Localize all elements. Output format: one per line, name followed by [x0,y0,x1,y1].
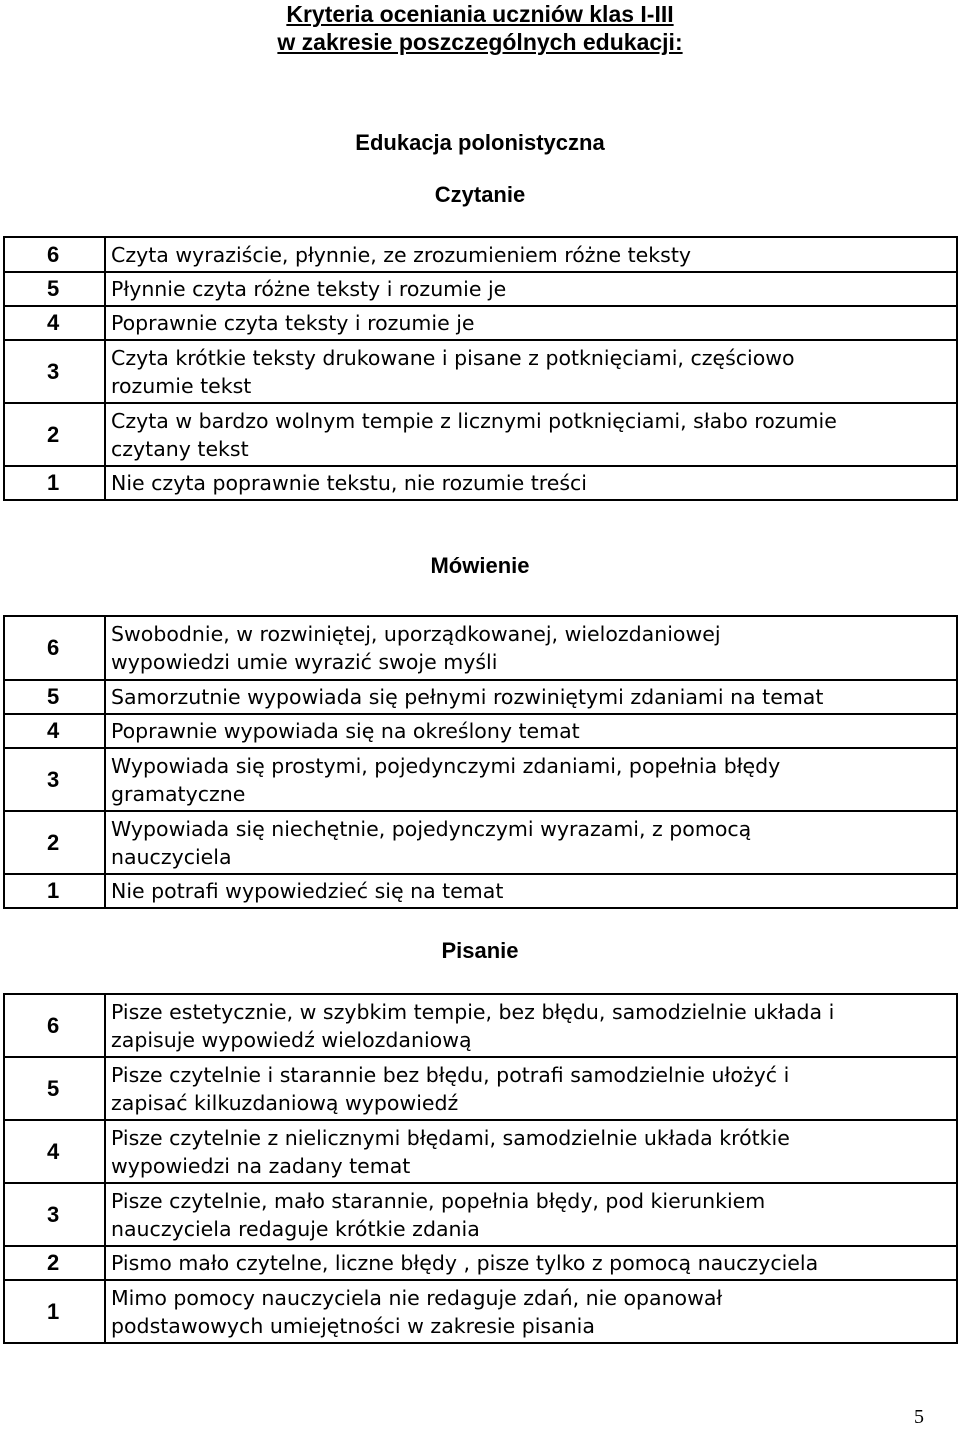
description-cell [105,237,957,272]
document-title-line-2: w zakresie poszczególnych edukacji: [277,29,683,55]
table-row [4,1280,957,1343]
document-title-line-1: Kryteria oceniania uczniów klas I-III [286,1,674,27]
description-cell [105,680,957,714]
table-czytanie [3,236,958,501]
description-line: Pisze czytelnie i starannie bez błędu, potrafi samodzielnie ułożyć i [111,1062,790,1087]
description-line: Czyta krótkie teksty drukowane i pisane z potknięciami, częściowo [111,345,795,370]
description-line: Czyta wyraziście, płynnie, ze zrozumieniem różne teksty [111,242,692,267]
description-line: zapisać kilkuzdaniową wypowiedź [111,1090,459,1115]
description-line: Swobodnie, w rozwiniętej, uporządkowanej, wielozdaniowej [111,622,721,646]
heading-mowienie: Mówienie [430,553,530,578]
table-row [4,714,957,748]
table-pisanie [3,993,958,1344]
table-row [4,403,957,466]
description-cell [105,1183,957,1246]
description-line: Wypowiada się niechętnie, pojedynczymi wyrazami, z pomocą [111,816,752,841]
description-cell [105,340,957,403]
description-cell [105,1057,957,1120]
grade-cell: 4 [4,306,105,340]
description-line: Nie potrafi wypowiedzieć się na temat [111,879,504,903]
grade-cell: 3 [4,748,105,811]
description-line: Pisze czytelnie, mało starannie, popełnia błędy, pod kierunkiem [111,1188,766,1213]
description-cell [105,811,957,874]
table-row [4,1183,957,1246]
section-heading: Edukacja polonistyczna [355,130,605,155]
description-line: nauczyciela [111,844,232,869]
description-cell [105,714,957,748]
description-line: Pisze czytelnie z nielicznymi błędami, samodzielnie układa krótkie [111,1125,790,1150]
description-cell [105,874,957,908]
table-row [4,237,957,272]
grade-cell: 5 [4,272,105,306]
description-cell [105,403,957,466]
grade-cell: 6 [4,616,105,680]
grade-cell: 5 [4,1057,105,1120]
table-row [4,272,957,306]
description-cell [105,1120,957,1183]
description-cell [105,994,957,1057]
description-line: podstawowych umiejętności w zakresie pisania [111,1313,595,1338]
grade-cell: 4 [4,1120,105,1183]
description-line: Płynnie czyta różne teksty i rozumie je [111,277,507,301]
description-line: zapisuje wypowiedź wielozdaniową [111,1027,472,1052]
table-row [4,616,957,680]
table-row [4,306,957,340]
page-number: 5 [914,1406,924,1428]
table-row [4,680,957,714]
description-line: Mimo pomocy nauczyciela nie redaguje zdań, nie opanował [111,1285,723,1310]
description-cell [105,1246,957,1280]
grade-cell: 3 [4,1183,105,1246]
description-line: gramatyczne [111,781,246,806]
grade-cell: 2 [4,811,105,874]
description-line: Pismo mało czytelne, liczne błędy , pisze tylko z pomocą nauczyciela [111,1251,819,1275]
grade-cell: 2 [4,403,105,466]
heading-pisanie: Pisanie [441,938,519,963]
grade-cell: 3 [4,340,105,403]
description-cell [105,1280,957,1343]
description-line: wypowiedzi na zadany temat [111,1153,411,1178]
description-cell [105,616,957,680]
description-line: nauczyciela redaguje krótkie zdania [111,1216,480,1241]
description-line: Samorzutnie wypowiada się pełnymi rozwiniętymi zdaniami na temat [111,685,824,709]
description-cell [105,272,957,306]
table-row [4,340,957,403]
grade-cell: 2 [4,1246,105,1280]
description-line: rozumie tekst [111,373,252,398]
description-line: Pisze estetycznie, w szybkim tempie, bez błędu, samodzielnie układa i [111,999,835,1024]
description-line: Czyta w bardzo wolnym tempie z licznymi potknięciami, słabo rozumie [111,408,837,433]
heading-czytanie: Czytanie [434,182,526,207]
description-line: Poprawnie czyta teksty i rozumie je [111,311,475,335]
table-row [4,811,957,874]
grade-cell: 6 [4,994,105,1057]
table-mowienie [3,615,958,909]
grade-cell: 4 [4,714,105,748]
grade-cell: 5 [4,680,105,714]
grade-cell: 1 [4,466,105,500]
table-row [4,1120,957,1183]
description-line: Poprawnie wypowiada się na określony temat [111,719,580,743]
description-line: Nie czyta poprawnie tekstu, nie rozumie treści [111,471,588,495]
description-line: wypowiedzi umie wyrazić swoje myśli [111,650,498,674]
table-row [4,1246,957,1280]
description-cell [105,466,957,500]
table-row [4,748,957,811]
table-row [4,466,957,500]
table-row [4,874,957,908]
grade-cell: 1 [4,1280,105,1343]
grade-cell: 1 [4,874,105,908]
description-line: Wypowiada się prostymi, pojedynczymi zdaniami, popełnia błędy [111,753,781,778]
description-cell [105,306,957,340]
grade-cell: 6 [4,237,105,272]
table-row [4,1057,957,1120]
table-row [4,994,957,1057]
description-cell [105,748,957,811]
description-line: czytany tekst [111,436,249,461]
